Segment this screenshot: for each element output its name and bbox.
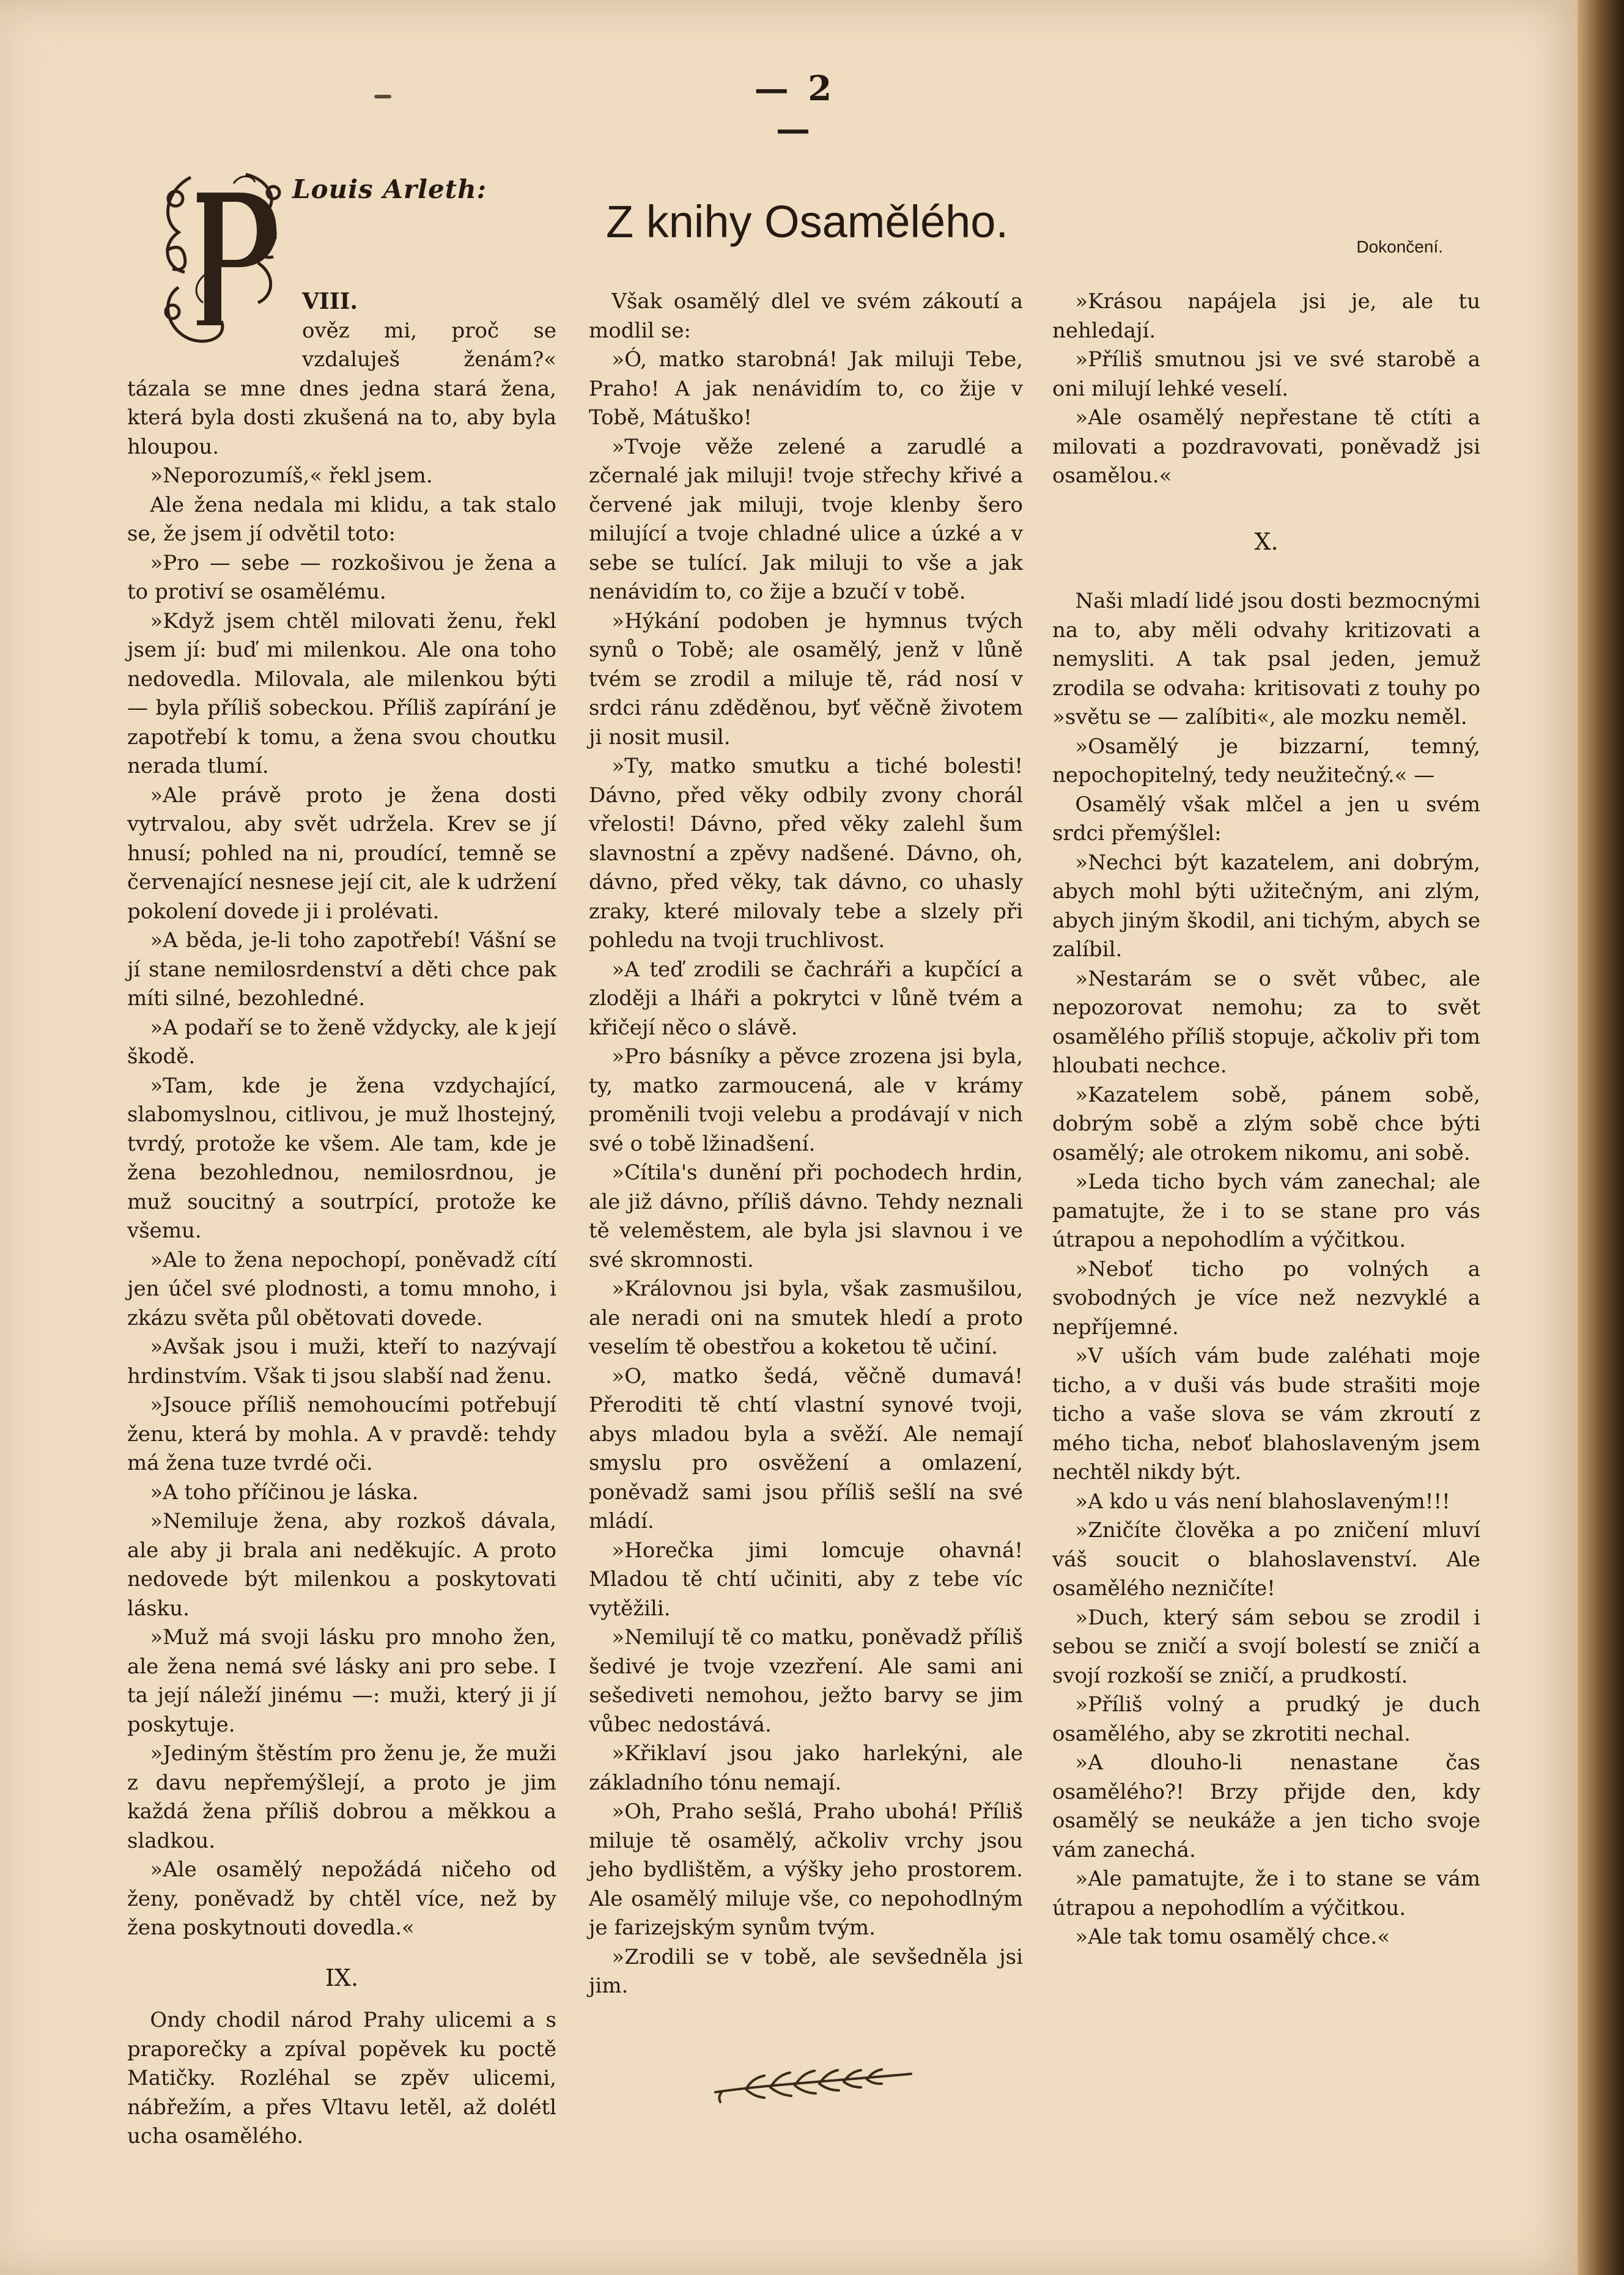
paragraph: »Zrodili se v tobě, ale sevšedněla jsi jim. (589, 1944, 1023, 1998)
paragraph: »Nemiluje žena, aby rozkoš dávala, ale aby ji brala ani neděkujíc. A proto nedovede být milenkou a poskytovati lásku. (127, 1509, 556, 1621)
paragraph: »Oh, Praho sešlá, Praho ubohá! Příliš miluje tě osamělý, ačkoliv vrchy jsou jeho bydlištěm, a výšky jeho prostorem. Ale osamělý miluje vše, co nepohodlným je farizejským synům tvým. (589, 1799, 1023, 1940)
paragraph: »Jsouce příliš nemohoucími potřebují ženu, která by mohla. A v pravdě: tehdy má žena tuze tvrdé oči. (127, 1393, 556, 1475)
paragraph: »Nestarám se o svět vůbec, ale nepozorovat nemohu; za to svět osamělého příliš stopuje, ačkoliv při tom hloubati nechce. (1052, 966, 1480, 1078)
paragraph: Však osamělý dlel ve svém zákoutí a modlil se: (589, 289, 1023, 343)
paragraph: »Nechci být kazatelem, ani dobrým, abych mohl býti užitečným, ani zlým, abych jiným škodil, ani tichým, abych se zalíbil. (1052, 850, 1480, 962)
paragraph: »Pro básníky a pěvce zrozena jsi byla, ty, matko zarmoucená, ale v krámy proměnili tvoji velebu a prodávají v nich své o tobě lžinadšení. (589, 1044, 1023, 1156)
paragraph: »Avšak jsou i muži, kteří to nazývají hrdinstvím. Však ti jsou slabší nad ženu. (127, 1335, 556, 1388)
paragraph: »A teď zrodili se čachráři a kupčící a zloději a lháři a pokrytci v lůně tvém a křičejí něco o slávě. (589, 957, 1023, 1040)
continuation-note: Dokončení. (1356, 237, 1443, 256)
paragraph: »Osamělý je bizzarní, temný, nepochopitelný, tedy neužitečný.« — (1052, 734, 1480, 787)
paragraph: »Ale osamělý nepožádá ničeho od ženy, poněvadž by chtěl více, než by žena poskytnouti dovedla.« (127, 1857, 556, 1940)
paragraph: »Ale tak tomu osamělý chce.« (1075, 1925, 1390, 1949)
end-ornament-icon (709, 2060, 917, 2109)
paragraph: »Ale právě proto je žena dosti vytrvalou, aby svět udržela. Krev se jí hnusí; pohled na ni, proudící, temně se červenající nesnese její cit, ale k udržení pokolení dovede ji i prolévati. (127, 783, 556, 924)
column-3 (1052, 287, 1480, 1952)
paragraph: »V uších vám bude zaléhati moje ticho, a v duši vás bude strašiti moje ticho a vaše slova se vám zkroutí z mého ticha, neboť blahoslaveným jsem nechtěl nikdy být. (1052, 1344, 1480, 1484)
paragraph: »Pro — sebe — rozkošivou je žena a to protiví se osamělému. (127, 550, 556, 604)
section-heading-viii: VIII. (302, 289, 358, 314)
paragraph: »Když jsem chtěl milovati ženu, řekl jsem jí: buď mi milenkou. Ale ona toho nedovedla. Milovala, ale milenkou býti — byla příliš sobeckou. Příliš zapírání je zapotřebí k tomu, a žena svou choutku nerada tlumí. (127, 608, 556, 778)
section-heading-ix: IX. (325, 1964, 359, 1991)
paragraph: »Kazatelem sobě, pánem sobě, dobrým sobě a zlým sobě chce býti osamělý; ale otrokem nikomu, ani sobě. (1052, 1082, 1480, 1165)
paragraph: »A kdo u vás není blahoslaveným!!! (1075, 1489, 1450, 1514)
paragraph: »Neboť ticho po volných a svobodných je více než nezvyklé a nepříjemné. (1052, 1256, 1480, 1340)
paragraph: »Duch, který sám sebou se zrodil i sebou se zničí a svojí bolestí se zničí a svojí rozkoší se zničí, a prudkostí. (1052, 1605, 1480, 1688)
paragraph: Ondy chodil národ Prahy ulicemi a s praporečky a zpíval popěvek ku poctě Matičky. Rozléhal se zpěv ulicemi, nábřežím, a přes Vltavu letěl, až dolétl ucha osamělého. (127, 2008, 556, 2148)
paragraph: »Ale osamělý nepřestane tě ctíti a milovati a pozdravovati, poněvadž jsi osamělou.« (1052, 405, 1480, 488)
column-1 (127, 287, 556, 2151)
paragraph: »Ale pamatujte, že i to stane se vám útrapou a nepohodlím a výčitkou. (1052, 1867, 1480, 1920)
paragraph: »Leda ticho bych vám zanechal; ale pamatujte, že i to se stane pro vás útrapou a nepohodlím a výčitkou. (1052, 1170, 1480, 1252)
paragraph: Osamělý však mlčel a jen u svém srdci přemýšlel: (1052, 792, 1480, 846)
paragraph: »Ty, matko smutku a tiché bolesti! Dávno, před věky odbily zvony chorál vřelosti! Dávno, před věky zalehl šum slavnostní a zpěvy nadšené. Dávno, oh, dávno, před věky, tak dávno, co uhasly zraky, které milovaly tebe a slzely při pohledu na tvoji truchlivost. (589, 754, 1023, 953)
binding-edge (1578, 0, 1624, 2275)
paragraph: »Hýkání podoben je hymnus tvých synů o Tobě; ale osamělý, jenž v lůně tvém se zrodil a miluje tě, rád nosí v srdci ránu zděděnou, byť věčně životem ji nosit musil. (589, 608, 1023, 750)
author-name: Louis Arleth: (292, 174, 487, 204)
section-heading-x: X. (1254, 528, 1279, 555)
paragraph: »Krásou napájela jsi je, ale tu nehledají. (1052, 289, 1480, 343)
page-number: — 2 — (754, 68, 836, 149)
paragraph: »Královnou jsi byla, však zasmušilou, ale neradi oni na smutek hledí a proto veselím tě obestřou a koketou tě učiní. (589, 1277, 1023, 1359)
paragraph: »Jediným štěstím pro ženu je, že muži z davu nepřemýšlejí, a proto je jim každá žena příliš dobrou a měkkou a sladkou. (127, 1741, 556, 1853)
page-mark (374, 95, 391, 98)
paragraph: »A podaří se to ženě vždycky, ale k její škodě. (127, 1015, 556, 1069)
paragraph: »Příliš volný a prudký je duch osamělého, aby se zkrotiti nechal. (1052, 1692, 1480, 1746)
paragraph: »O, matko šedá, věčně dumavá! Přeroditi tě chtí vlastní synové tvoji, abys mladou byla a svěží. Ale nemají smyslu pro osvěžení a omlazení, poněvadž sami jsou příliš sešlí na své mládí. (589, 1363, 1023, 1533)
paragraph: »Ale to žena nepochopí, poněvadž cítí jen účel své plodnosti, a tomu mnoho, i zkázu světa půl obětovati dovede. (127, 1247, 556, 1330)
paragraph: »Příliš smutnou jsi ve své starobě a oni milují lehké veselí. (1052, 347, 1480, 401)
paragraph: »Muž má svoji lásku pro mnoho žen, ale žena nemá své lásky ani pro sebe. I ta její náleží jinému —: muži, který ji jí poskytuje. (127, 1625, 556, 1737)
paragraph: »Ó, matko starobná! Jak miluji Tebe, Praho! A jak nenávidím to, co žije v Tobě, Mátuško! (589, 347, 1023, 430)
paragraph: Naši mladí lidé jsou dosti bezmocnými na to, aby měli odvahy kritizovati a nemysliti. A tak psal jeden, jemuž zrodila se odvaha: kritisovati z touhy po »světu se — zalíbiti«, ale mozku neměl. (1052, 589, 1480, 729)
paragraph: ověz mi, proč se vzdaluješ ženám?« tázala se mne dnes jedna stará žena, která byla dosti zkušená na to, aby byla hloupou. (127, 318, 556, 459)
paragraph: »Nemilují tě co matku, poněvadž příliš šedivé je tvoje vzezření. Ale sami ani sešediveti nemohou, ježto barvy se jim vůbec nedostává. (589, 1625, 1023, 1737)
article-title: Z knihy Osamělého. (605, 196, 1009, 247)
paragraph: Ale žena nedala mi klidu, a tak stalo se, že jsem jí odvětil toto: (127, 492, 556, 546)
paragraph: »Tvoje věže zelené a zarudlé a zčernalé jak miluji! tvoje střechy křivé a červené jak miluji, tvoje klenby šero milující a tvoje chladné ulice a úzké a v sebe se tulící. Jak miluji to vše a jak nenávidím to, co žije a bzučí v tobě. (589, 434, 1023, 604)
paragraph: »A dlouho-li nenastane čas osamělého?! Brzy přijde den, kdy osamělý se neukáže a jen ticho svoje vám zanechá. (1052, 1750, 1480, 1862)
paragraph: »Zničíte člověka a po zničení mluví váš soucit o blahoslavenství. Ale osamělého nezničíte! (1052, 1518, 1480, 1601)
paragraph: »Cítila's dunění při pochodech hrdin, ale již dávno, příliš dávno. Tehdy neznali tě veleměstem, ale byla jsi slavnou i ve své skromnosti. (589, 1160, 1023, 1272)
column-2 (589, 287, 1023, 2001)
decorative-initial-p (154, 165, 293, 348)
paragraph: »Neporozumíš,« řekl jsem. (150, 463, 433, 488)
paragraph: »Křiklaví jsou jako harlekýni, ale základního tónu nemají. (589, 1741, 1023, 1795)
paragraph: »Horečka jimi lomcuje ohavná! Mladou tě chtí učiniti, aby z tebe víc vytěžili. (589, 1538, 1023, 1621)
paragraph: »A toho příčinou je láska. (150, 1480, 419, 1505)
paragraph: »A běda, je-li toho zapotřebí! Vášní se jí stane nemilosrdenství a děti chce pak míti silné, bezohledné. (127, 928, 556, 1011)
paragraph: »Tam, kde je žena vzdychající, slabomyslnou, citlivou, je muž lhostejný, tvrdý, protože ke všem. Ale tam, kde je žena bezohlednou, nemilosrdnou, je muž soucitný a soutrpící, protože ke všemu. (127, 1073, 556, 1243)
